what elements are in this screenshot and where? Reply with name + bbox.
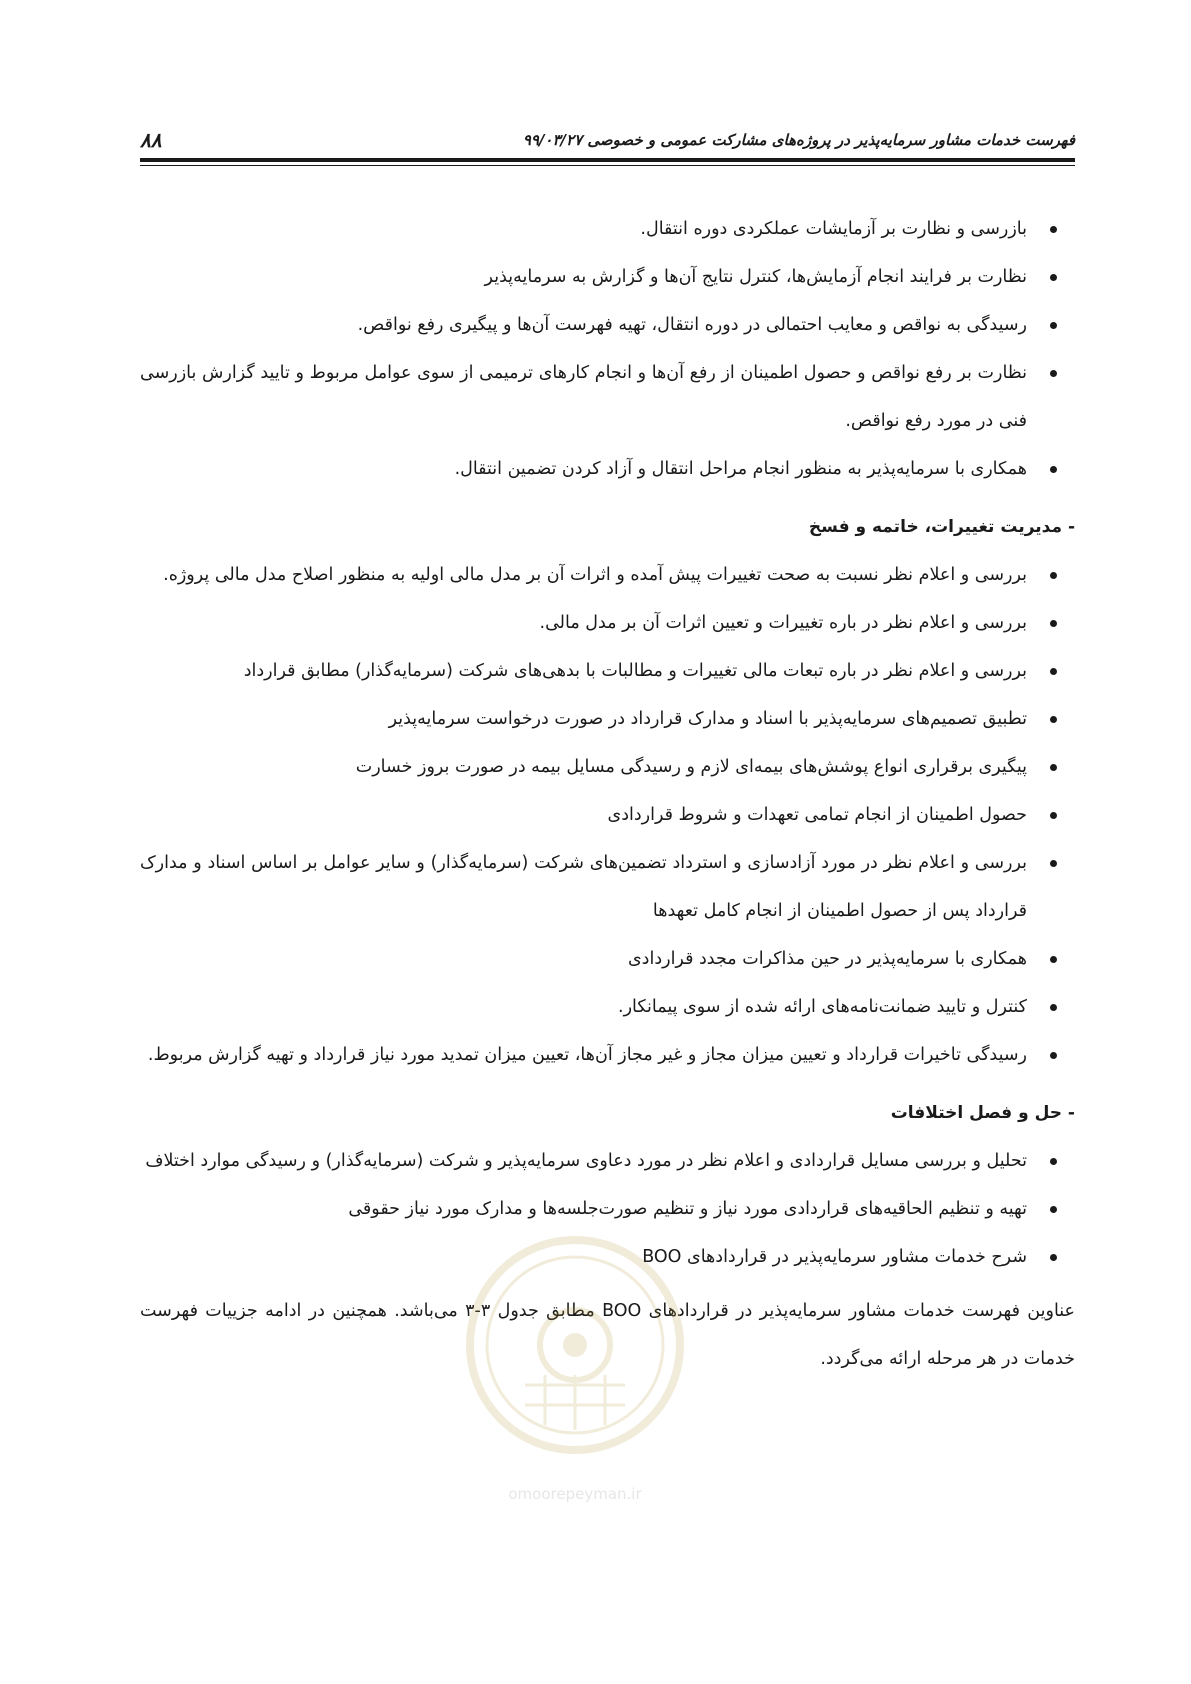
list-item: تحلیل و بررسی مسایل قراردادی و اعلام نظر در مورد دعاوی سرمایه‌پذیر و شرکت (سرمایه‌گذار) و رسیدگی موارد اختلاف <box>140 1137 1075 1185</box>
bullet-icon <box>1050 322 1057 329</box>
bullet-icon <box>1050 572 1057 579</box>
list-item: همکاری با سرمایه‌پذیر در حین مذاکرات مجدد قراردادی <box>140 935 1075 983</box>
list-item: همکاری با سرمایه‌پذیر به منظور انجام مراحل انتقال و آزاد کردن تضمین انتقال. <box>140 445 1075 493</box>
list-item: بررسی و اعلام نظر در باره تبعات مالی تغییرات و مطالبات با بدهی‌های شرکت (سرمایه‌گذار) مطابق قرارداد <box>140 647 1075 695</box>
section-heading-changes: - مدیریت تغییرات، خاتمه و فسخ <box>808 517 1075 537</box>
header-rule-thick <box>140 158 1075 162</box>
bullet-icon <box>1050 860 1057 867</box>
list-item: بررسی و اعلام نظر در مورد آزادسازی و استرداد تضمین‌های شرکت (سرمایه‌گذار) و سایر عوامل بر اساس اسناد و مدارک قرارداد پس از حصول اطمینان از انجام کامل تعهدها <box>140 839 1075 935</box>
list-item: تطبیق تصمیم‌های سرمایه‌پذیر با اسناد و مدارک قرارداد در صورت درخواست سرمایه‌پذیر <box>140 695 1075 743</box>
bullet-icon <box>1050 466 1057 473</box>
bullet-icon <box>1050 716 1057 723</box>
closing-paragraph: عناوین فهرست خدمات مشاور سرمایه‌پذیر در قراردادهای BOO مطابق جدول ۳-۳ می‌باشد. همچنین در ادامه جزییات فهرست خدمات در هر مرحله ارائه می‌گردد. <box>140 1301 1076 1369</box>
page-number: ۸۸ <box>140 128 162 152</box>
bullet-icon <box>1050 1158 1057 1165</box>
disputes-list <box>140 1137 1075 1281</box>
watermark-text: omoorepeyman.ir <box>508 1485 642 1503</box>
list-item: رسیدگی به نواقص و معایب احتمالی در دوره انتقال، تهیه فهرست آن‌ها و پیگیری رفع نواقص. <box>140 301 1075 349</box>
bullet-icon <box>1050 370 1057 377</box>
list-item: نظارت بر رفع نواقص و حصول اطمینان از رفع آن‌ها و انجام کارهای ترمیمی از سوی عوامل مربوط و تایید گزارش بازرسی فنی در مورد رفع نواقص. <box>140 349 1075 445</box>
bullet-icon <box>1050 956 1057 963</box>
list-item: حصول اطمینان از انجام تمامی تعهدات و شروط قراردادی <box>140 791 1075 839</box>
list-item: شرح خدمات مشاور سرمایه‌پذیر در قراردادهای BOO <box>140 1233 1075 1281</box>
header-rule-thin <box>140 165 1075 166</box>
bullet-icon <box>1050 764 1057 771</box>
bullet-icon <box>1050 274 1057 281</box>
list-item: نظارت بر فرایند انجام آزمایش‌ها، کنترل نتایج آن‌ها و گزارش به سرمایه‌پذیر <box>140 253 1075 301</box>
bullet-icon <box>1050 1206 1057 1213</box>
list-item: رسیدگی تاخیرات قرارداد و تعیین میزان مجاز و غیر مجاز آن‌ها، تعیین میزان تمدید مورد نیاز قرارداد و تهیه گزارش مربوط. <box>140 1031 1075 1079</box>
list-item: بازرسی و نظارت بر آزمایشات عملکردی دوره انتقال. <box>140 205 1075 253</box>
bullet-icon <box>1050 226 1057 233</box>
bullet-icon <box>1050 1052 1057 1059</box>
bullet-icon <box>1050 1004 1057 1011</box>
changes-list <box>140 551 1075 1079</box>
list-item: بررسی و اعلام نظر در باره تغییرات و تعیین اثرات آن بر مدل مالی. <box>140 599 1075 647</box>
list-item: تهیه و تنظیم الحاقیه‌های قراردادی مورد نیاز و تنظیم صورت‌جلسه‌ها و مدارک مورد نیاز حقوقی <box>140 1185 1075 1233</box>
intro-list <box>140 205 1075 493</box>
section-heading-disputes: - حل و فصل اختلافات <box>890 1103 1075 1123</box>
bullet-icon <box>1050 620 1057 627</box>
bullet-icon <box>1050 668 1057 675</box>
list-item: پیگیری برقراری انواع پوشش‌های بیمه‌ای لازم و رسیدگی مسایل بیمه در صورت بروز خسارت <box>140 743 1075 791</box>
list-item: بررسی و اعلام نظر نسبت به صحت تغییرات پیش آمده و اثرات آن بر مدل مالی اولیه به منظور اصلاح مدل مالی پروژه. <box>140 551 1075 599</box>
running-title: فهرست خدمات مشاور سرمایه‌پذیر در پروژه‌های مشارکت عمومی و خصوصی ۹۹/۰۳/۲۷ <box>522 131 1075 149</box>
bullet-icon <box>1050 812 1057 819</box>
bullet-icon <box>1050 1254 1057 1261</box>
page-content <box>140 205 1075 1383</box>
list-item: کنترل و تایید ضمانت‌نامه‌های ارائه شده از سوی پیمانکار. <box>140 983 1075 1031</box>
